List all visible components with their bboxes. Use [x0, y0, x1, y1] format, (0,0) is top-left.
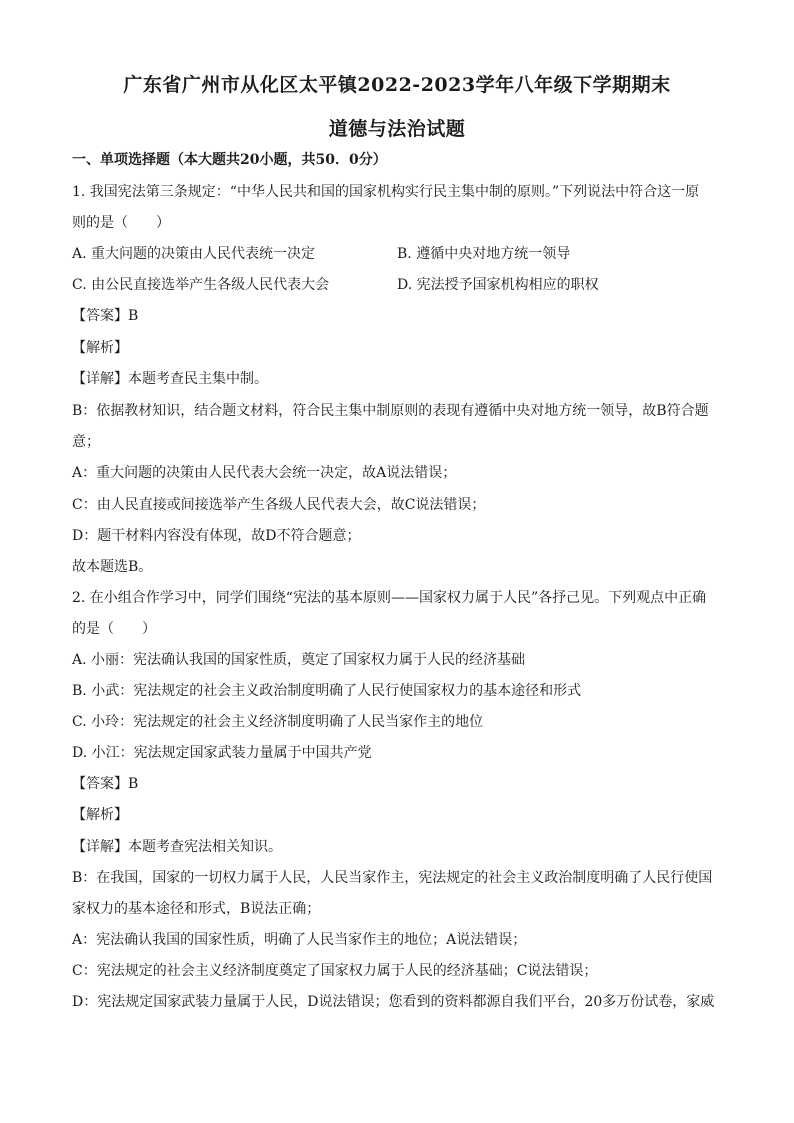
- q1-options-row1: [72, 244, 732, 264]
- q1-explanation-c: C：由人民直接或间接选举产生各级人民代表大会，故C说法错误；: [72, 497, 486, 513]
- q1-option-d: D. 宪法授予国家机构相应的职权: [397, 277, 599, 293]
- q2-explanation-c: C：宪法规定的社会主义经济制度奠定了国家权力属于人民的经济基础；C说法错误；: [72, 963, 598, 979]
- q2-explanation-d: D：宪法规定国家武装力量属于人民，D说法错误；您看到的资料都源自我们平台，20多万份试卷，家威: [72, 994, 715, 1010]
- q2-option-a: A. 小丽：宪法确认我国的国家性质，奠定了国家权力属于人民的经济基础: [72, 652, 526, 668]
- q1-detail: 【详解】本题考查民主集中制。: [72, 371, 268, 387]
- q1-explanation-a: A：重大问题的决策由人民代表大会统一决定，故A说法错误；: [72, 465, 457, 481]
- q2-stem-line1: 2. 在小组合作学习中，同学们围绕“宪法的基本原则——国家权力属于人民”各抒己见。下列观点中正确: [72, 590, 707, 606]
- q2-explanation-a: A：宪法确认我国的国家性质，明确了人民当家作主的地位；A说法错误；: [72, 932, 527, 948]
- q1-option-c: C. 由公民直接选举产生各级人民代表大会: [72, 277, 330, 293]
- q2-explanation-b-line2: 家权力的基本途径和形式，B说法正确；: [72, 901, 321, 917]
- q2-option-b: B. 小武：宪法规定的社会主义政治制度明确了人民行使国家权力的基本途径和形式: [72, 683, 582, 699]
- q1-answer: 【答案】B: [72, 308, 139, 324]
- q2-option-c: C. 小玲：宪法规定的社会主义经济制度明确了人民当家作主的地位: [72, 714, 484, 730]
- q2-option-d: D. 小江：宪法规定国家武装力量属于中国共产党: [72, 745, 372, 761]
- q1-explanation-b-line1: B：依据教材知识，结合题文材料，符合民主集中制原则的表现有遵循中央对地方统一领导，故B符合题: [72, 403, 709, 419]
- q2-stem-line2: 的是（ ）: [72, 621, 156, 637]
- q1-option-b: B. 遵循中央对地方统一领导: [397, 246, 571, 262]
- q1-explanation-b-line2: 意；: [72, 434, 100, 450]
- q1-stem-line2: 则的是（ ）: [72, 215, 170, 231]
- q2-explanation-b-line1: B：在我国，国家的一切权力属于人民，人民当家作主，宪法规定的社会主义政治制度明确了人民行使国: [72, 870, 713, 886]
- q1-conclusion: 故本题选B。: [72, 559, 153, 575]
- q1-explanation-d: D：题干材料内容没有体现，故D不符合题意；: [72, 528, 361, 544]
- q2-analysis-label: 【解析】: [72, 807, 128, 823]
- q1-option-a: A. 重大问题的决策由人民代表统一决定: [72, 246, 316, 262]
- q1-options-row2: [72, 275, 732, 295]
- q2-detail: 【详解】本题考查宪法相关知识。: [72, 839, 282, 855]
- q1-analysis-label: 【解析】: [72, 340, 128, 356]
- section-heading: 一、单项选择题（本大题共20小题，共50．0分）: [72, 152, 387, 168]
- document-title-line2: 道德与法治试题: [328, 118, 466, 140]
- q1-stem-line1: 1. 我国宪法第三条规定：“中华人民共和国的国家机构实行民主集中制的原则。”下列说法中符合这一原: [72, 184, 700, 200]
- document-title-line1: 广东省广州市从化区太平镇2022-2023学年八年级下学期期末: [123, 74, 671, 96]
- q2-answer: 【答案】B: [72, 776, 139, 792]
